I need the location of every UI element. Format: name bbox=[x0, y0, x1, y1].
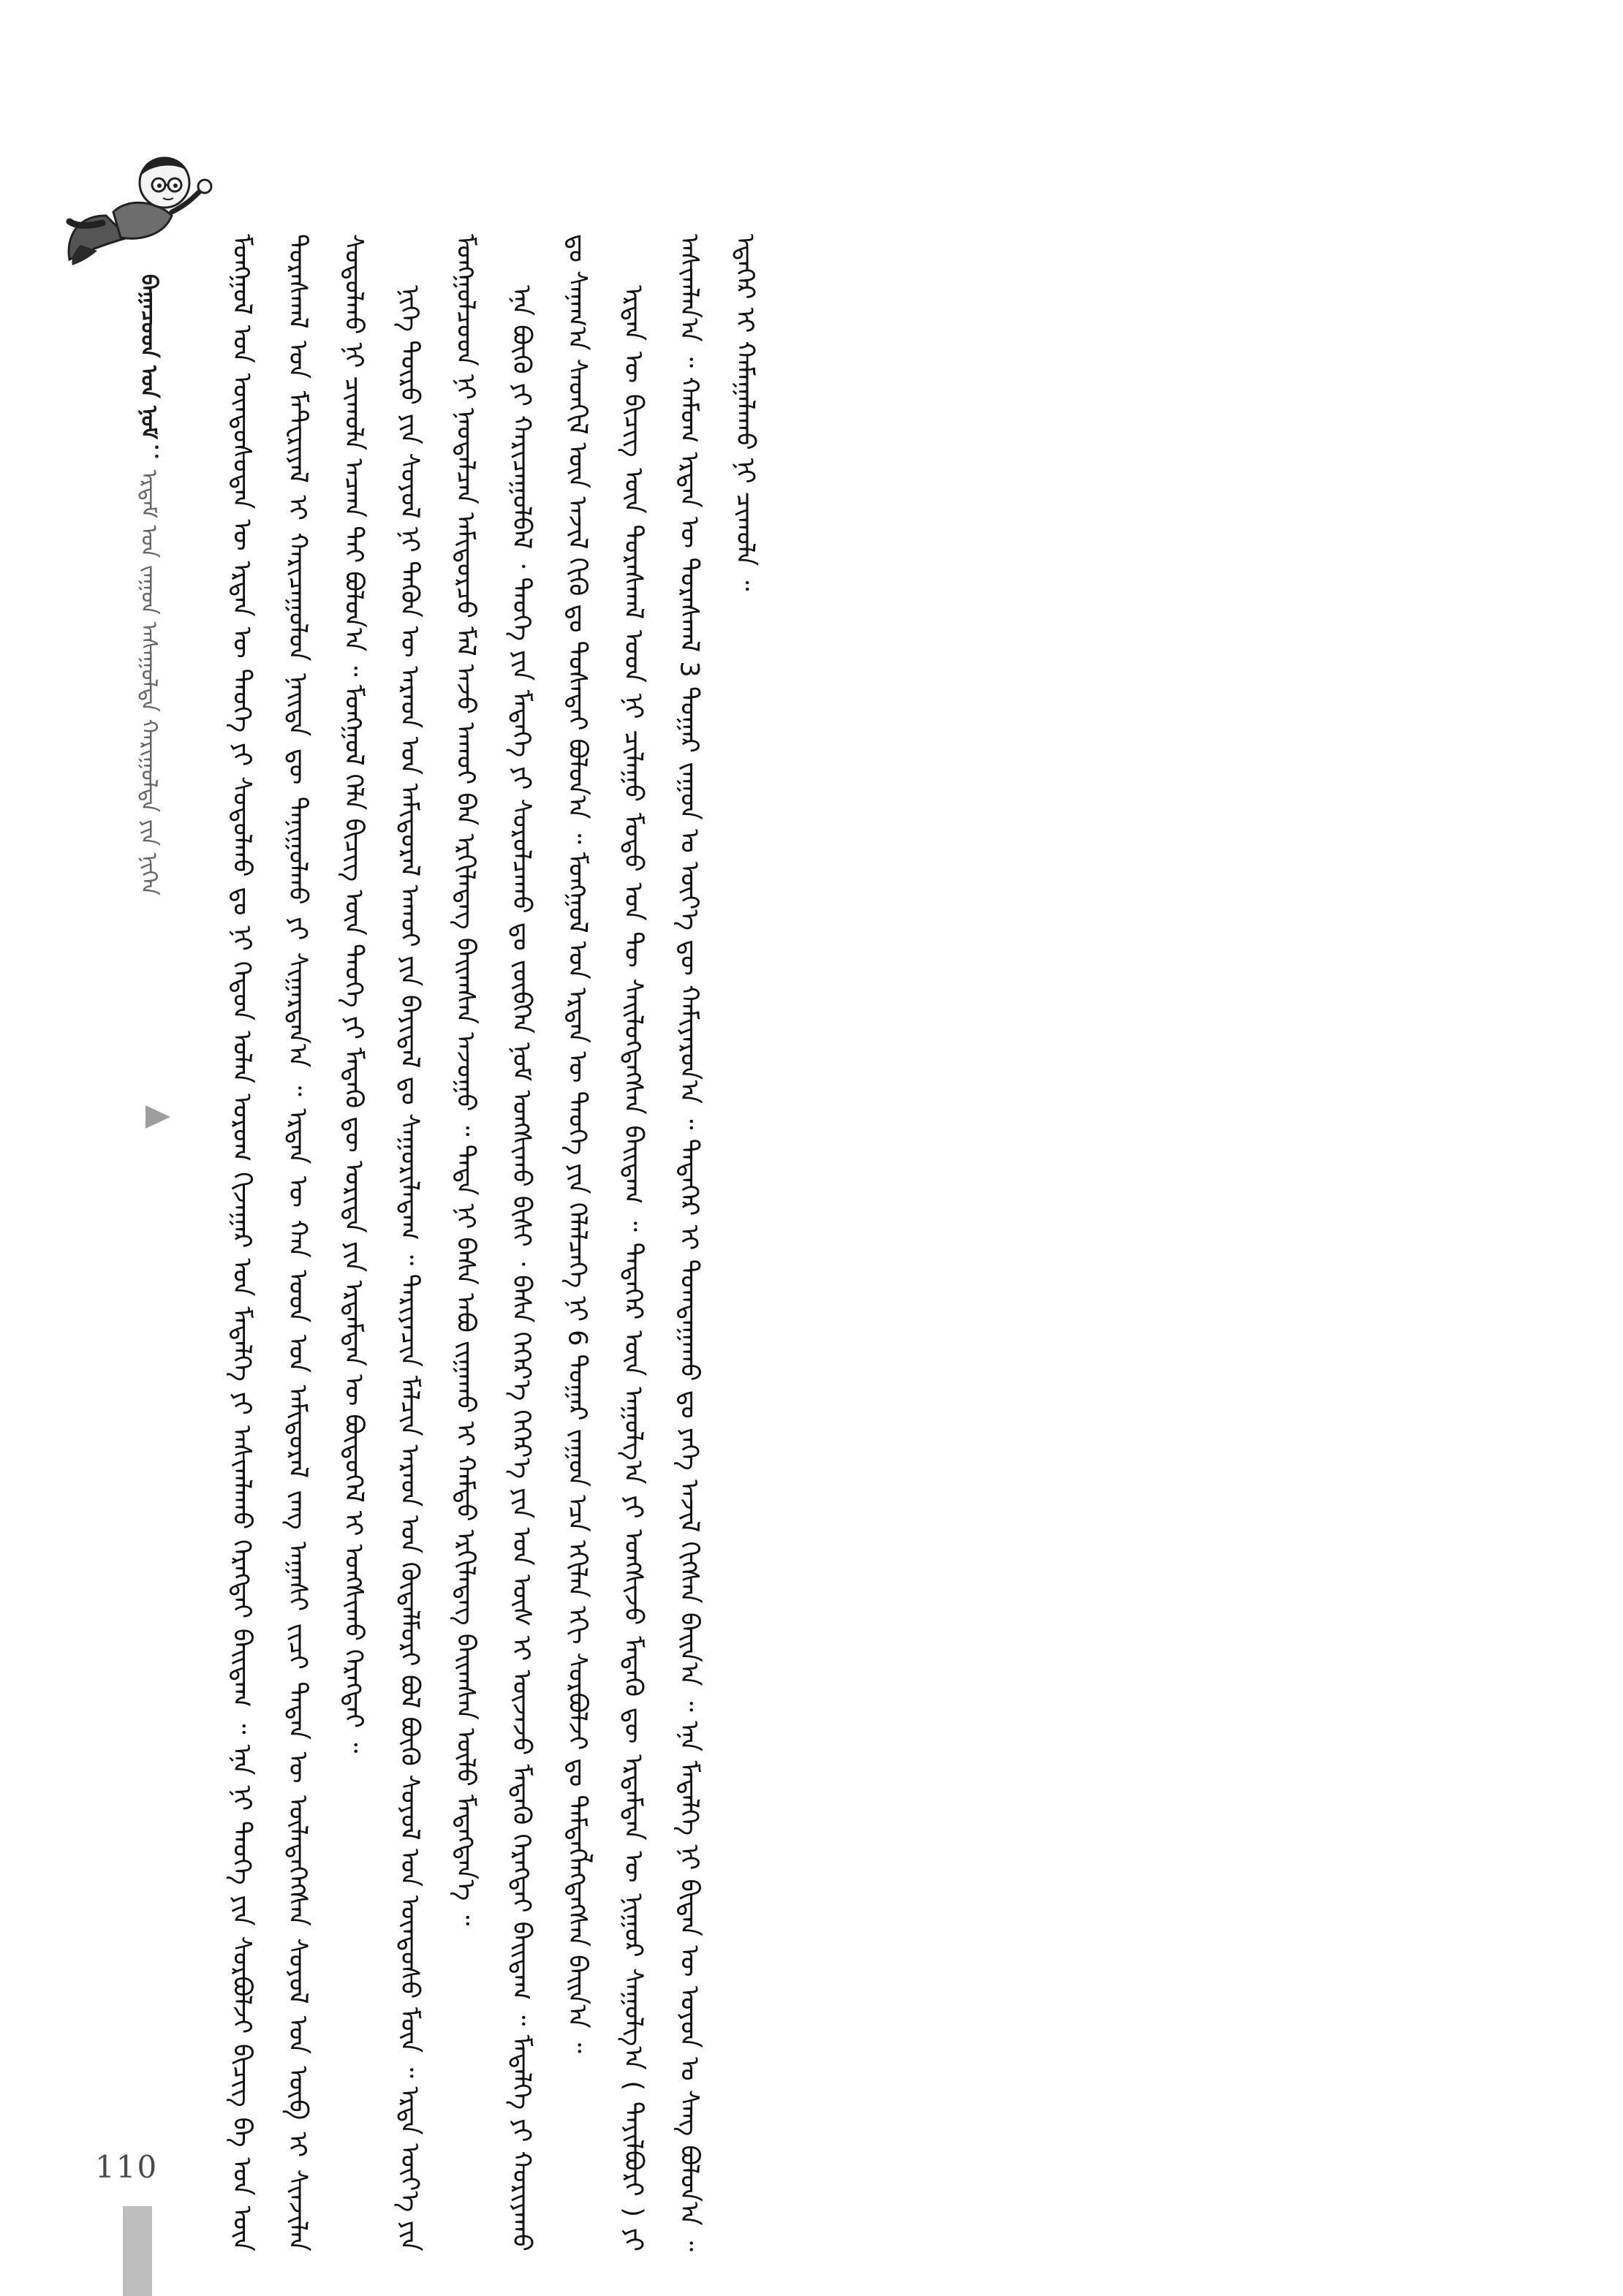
header-triangle-marker bbox=[144, 1102, 173, 1132]
page-number: 110 bbox=[95, 2149, 159, 2185]
running-header bbox=[135, 274, 162, 1107]
paragraph: ᠨᠢᠭᠡ ᠲᠦᠷᠦ ᠶᠢᠨ ᠰᠣᠶᠣᠯ ᠨᠢ ᠲᠡᠭᠦᠨ ᠦ ᠠᠷᠠᠳ ᠤᠨ ᠠᠮᠢᠳᠤᠷᠠᠯ ᠠᠬᠤᠢ ᠶᠢᠨ ᠪᠠᠶᠢᠳᠠᠯ ᠳᠤ ᠰᠠᠭᠤᠷᠢᠯᠠᠳᠠᠭ ᠃ ᠲᠠᠷᠢᠶᠠᠴᠢᠨ ᠮᠠᠯᠴᠢᠨ ᠠᠷᠠᠳ ᠤᠨ ᠬᠥᠳᠡᠯᠮᠦᠷᠢ ᠪᠣᠯ ᠪᠦᠬᠦ ᠰᠣᠶᠣᠯ ᠤᠨ ᠦᠨᠳᠦᠰᠦ ᠮᠥᠨ ᠃ ᠡᠷᠲᠡ ᠦᠶ᠎ᠡ ᠶᠢᠨ ᠮᠣᠩᠭᠣᠯᠴᠤᠳ ᠨᠢ ᠨᠡᠦᠳᠡᠯᠴᠡᠨ ᠠᠮᠢᠳᠤᠷᠴᠤ ᠮᠠᠯ ᠠᠵᠤ ᠠᠬᠤᠢ ᠪᠠᠨ ᠡᠷᠬᠢᠯᠡᠳᠡᠭ ᠪᠠᠢᠭᠰᠠᠨ ᠠᠵᠤᠭᠤ ᠃ ᠲᠡᠳᠡ ᠨᠢ ᠪᠠᠰᠠ ᠠᠪᠤ ᠵᠢᠭᠠᠬᠤ ᠢ ᠬᠠᠮᠲᠤ ᠡᠷᠬᠢᠯᠡᠳᠡᠭ ᠪᠠᠢᠭᠰᠠᠨ ᠦᠯᠦ ᠮᠡᠳᠡᠭᠳᠡᠨ᠎ᠡ ᠃ bbox=[395, 234, 480, 2251]
paragraph: ᠡᠷᠲᠡᠨ ᠦ ᠪᠢᠴᠢᠭ ᠦᠨ ᠳᠤᠷᠠᠰᠬᠠᠯ ᠤᠳ ᠨᠢ ᠴᠢᠯᠠᠭᠤ ᠮᠣᠳᠤ ᠡᠳ ᠲᠦ ᠰᠡᠢᠯᠦᠭᠳᠡᠭᠰᠡᠨ ᠪᠠᠢᠳᠠᠭ ᠃ ᠲᠡᠳᠡᠭᠡᠷ ᠦᠨ ᠠᠭᠤᠯᠭ᠎ᠠ ᠶᠢ ᠤᠩᠰᠢᠵᠤ ᠮᠡᠳᠡᠬᠦ ᠳᠦ ᠡᠷᠳᠡᠮᠲᠡᠨ ᠦ ᠨᠢᠭᠤᠷ ᠰᠠᠭᠤᠯᠭ᠎ᠠ ( ᠲᠠᠶᠢᠯᠪᠤᠷᠢ ) ᠶᠢ ᠠᠰᠢᠭᠯᠠᠨ᠎ᠠ ᠃ ᠬᠠᠮᠤᠭ ᠡᠷᠲᠡᠨ ᠦ ᠳᠤᠷᠠᠰᠬᠠᠯ 3 ᠳᠤᠭᠠᠷ ᠵᠠᠭᠤᠨ ᠤ ᠦᠶ᠎ᠡ ᠳᠦ ᠬᠠᠮᠢᠶᠠᠷᠤᠨ᠎ᠠ ᠃ ᠲᠡᠳᠡᠭᠡᠷ ᠢ ᠲᠣᠭᠲᠠᠭᠠᠬᠤ ᠳᠤ ᠶᠡᠬᠡ ᠠᠵᠢᠯ ᠬᠢᠭᠰᠡᠨ ᠪᠠᠢᠨ᠎ᠠ ᠃ ᠡᠨᠡ ᠮᠡᠳᠡᠯᠭᠡ ᠨᠢ ᠪᠢᠳᠡᠨ ᠦ ᠣᠶᠤᠨ ᠤ ᠰᠠᠩ ᠪᠣᠯᠤᠨ᠎ᠠ ᠃ ᠡᠳᠡᠭᠡᠷ ᠢ ᠬᠠᠮᠠᠭᠠᠯᠠᠬᠤ ᠨᠢ ᠴᠢᠬᠤᠯᠠ ᠃ bbox=[618, 234, 760, 2251]
page-edge-thumb-tab bbox=[123, 2206, 152, 2296]
running-header-series: ᠪᠠᠭᠠᠴᠤᠳ ᠤᠨ ᠨᠣᠮ bbox=[136, 274, 162, 439]
paragraph: ᠡᠨᠡ ᠪᠦᠬᠦ ᠶᠢ ᠬᠠᠷᠢᠴᠠᠭᠤᠯᠪᠠᠯ ᠂ ᠲᠡᠦᠬᠡ ᠶᠢᠨ ᠮᠡᠳᠡᠭᠡ ᠶᠢ ᠰᠤᠷᠤᠯᠴᠠᠬᠤ ᠳᠤ ᠵᠥᠪᠬᠡᠨ ᠨᠣᠮ ᠤᠩᠰᠢᠬᠤ ᠪᠢᠰᠢ ᠂ ᠪᠠᠰᠠ ᠬᠡᠭᠡᠷ᠎ᠡ ᠬᠡᠭᠡᠷ᠎ᠡ ᠶᠢᠨ ᠡᠳ ᠦᠰ ᠢ ᠦᠵᠡᠵᠦ ᠮᠡᠳᠡᠬᠦ ᠬᠡᠷᠡᠭᠲᠡᠢ ᠪᠠᠢᠳᠠᠭ ᠃ ᠮᠡᠳᠡᠯᠭᠡ ᠶᠢ ᠬᠤᠷᠢᠶᠠᠬᠤ ᠳᠤ ᠰᠠᠨᠠᠭ᠎ᠠ ᠰᠡᠳᠬᠢᠯ ᠦᠨ ᠠᠵᠢᠯ ᠬᠢᠬᠦ ᠳᠤ ᠲᠤᠰᠠᠲᠠᠢ ᠪᠣᠯᠤᠨ᠎ᠠ ᠃ ᠮᠣᠩᠭᠣᠯ ᠤᠨ ᠡᠷᠲᠡᠨ ᠦ ᠲᠡᠦᠬᠡ ᠶᠢᠨ ᠬᠡᠯᠡᠯᠴᠡᠭᠡ ᠨᠢ 6 ᠳᠤᠭᠠᠷ ᠵᠠᠭᠤᠨ ᠡᠴᠡ ᠡᠬᠢᠯᠡᠨ ᠡᠬᠢ ᠰᠤᠷᠪᠤᠯᠵᠢ ᠳᠤ ᠲᠡᠮᠳᠡᠭᠯᠡᠭᠳᠡᠭᠰᠡᠨ ᠪᠠᠢᠨ᠎ᠠ ᠃ bbox=[507, 234, 592, 2251]
running-header-subtitle: ᠡᠷᠳᠡᠮ ᠤᠨ ᠵᠠᠭᠤᠨ ᠠᠰᠠᠭᠤᠯᠲᠠ ᠬᠠᠷᠢᠭᠤᠯᠲᠠ ᠶᠢᠨ ᠨᠢᠭᠡᠨ bbox=[136, 469, 162, 896]
flying-boy-mascot-illustration bbox=[62, 135, 230, 281]
running-header-separator: ： bbox=[136, 443, 162, 466]
paragraph: ᠮᠣᠩᠭᠣᠯ ᠤᠨ ᠦᠨᠳᠦᠰᠦᠲᠡᠨ ᠦ ᠡᠷᠲᠡᠨ ᠦ ᠲᠡᠦᠬᠡ ᠶᠢ ᠰᠤᠳᠤᠯᠬᠤ ᠳᠤ ᠨᠢ ᠬᠡᠳᠦᠨ ᠣᠯᠠᠨ ᠤᠷᠤᠭ ᠬᠢᠵᠠᠭᠠᠷ ᠤᠨ ᠮᠡᠳᠡᠯᠭᠡ ᠶᠢ ᠠᠰᠢᠭᠯᠠᠬᠤ ᠬᠡᠷᠡᠭᠲᠡᠢ ᠪᠠᠢᠳᠠᠭ ᠃ ᠡᠨᠡ ᠨᠢ ᠲᠡᠦᠬᠡ ᠶᠢᠨ ᠰᠤᠷᠪᠤᠯᠵᠢ ᠪᠢᠴᠢᠭ ᠪᠠ ᠡᠳ ᠦᠨ ᠳᠤᠷᠠᠰᠬᠠᠯ ᠤᠨ ᠮᠠᠲᠧᠷᠢᠶᠠᠯ ᠢ ᠬᠠᠷᠢᠴᠠᠭᠤᠯᠤᠨ ᠨᠡᠢᠲᠡ ᠳᠦ ᠲᠠᠨᠢᠭᠤᠯᠬᠤ ᠶᠢ ᠰᠢᠭᠠᠷᠳᠠᠨ᠎ᠠ ᠃ ᠡᠷᠲᠡᠨ ᠦ ᠬᠠᠨ ᠤᠳ ᠤᠨ ᠠᠮᠢᠳᠤᠷᠠᠯ ᠵᠠᠩ ᠠᠭᠠᠰᠢ ᠵᠢᠴᠢ ᠲᠡᠳᠡᠨ ᠦ ᠦᠯᠡᠳᠡᠭᠡᠭᠰᠡᠨ ᠰᠣᠶᠣᠯ ᠤᠨ ᠥᠪ ᠢ ᠰᠢᠨᠵᠢᠯᠡᠨ ᠰᠤᠳᠤᠯᠬᠤ ᠨᠢ ᠴᠢᠬᠤᠯᠠ ᠠᠴᠬᠠ ᠲᠠᠢ ᠪᠣᠯᠤᠨ᠎ᠠ ᠃ ᠮᠣᠩᠭᠣᠯ ᠬᠡᠯᠡ ᠪᠢᠴᠢᠭ ᠦᠨ ᠲᠡᠦᠬᠡ ᠶᠢ ᠮᠡᠳᠡᠬᠦ ᠳᠦ ᠤᠷᠢᠳᠠ ᠶᠢᠨ ᠡᠷᠳᠡᠮᠲᠡᠨ ᠦ ᠪᠦᠲᠦᠭᠡᠯ ᠢ ᠤᠩᠰᠢᠬᠤ ᠬᠡᠷᠡᠭᠲᠡᠢ ᠃ bbox=[227, 234, 368, 2251]
body-text bbox=[213, 234, 1434, 2251]
